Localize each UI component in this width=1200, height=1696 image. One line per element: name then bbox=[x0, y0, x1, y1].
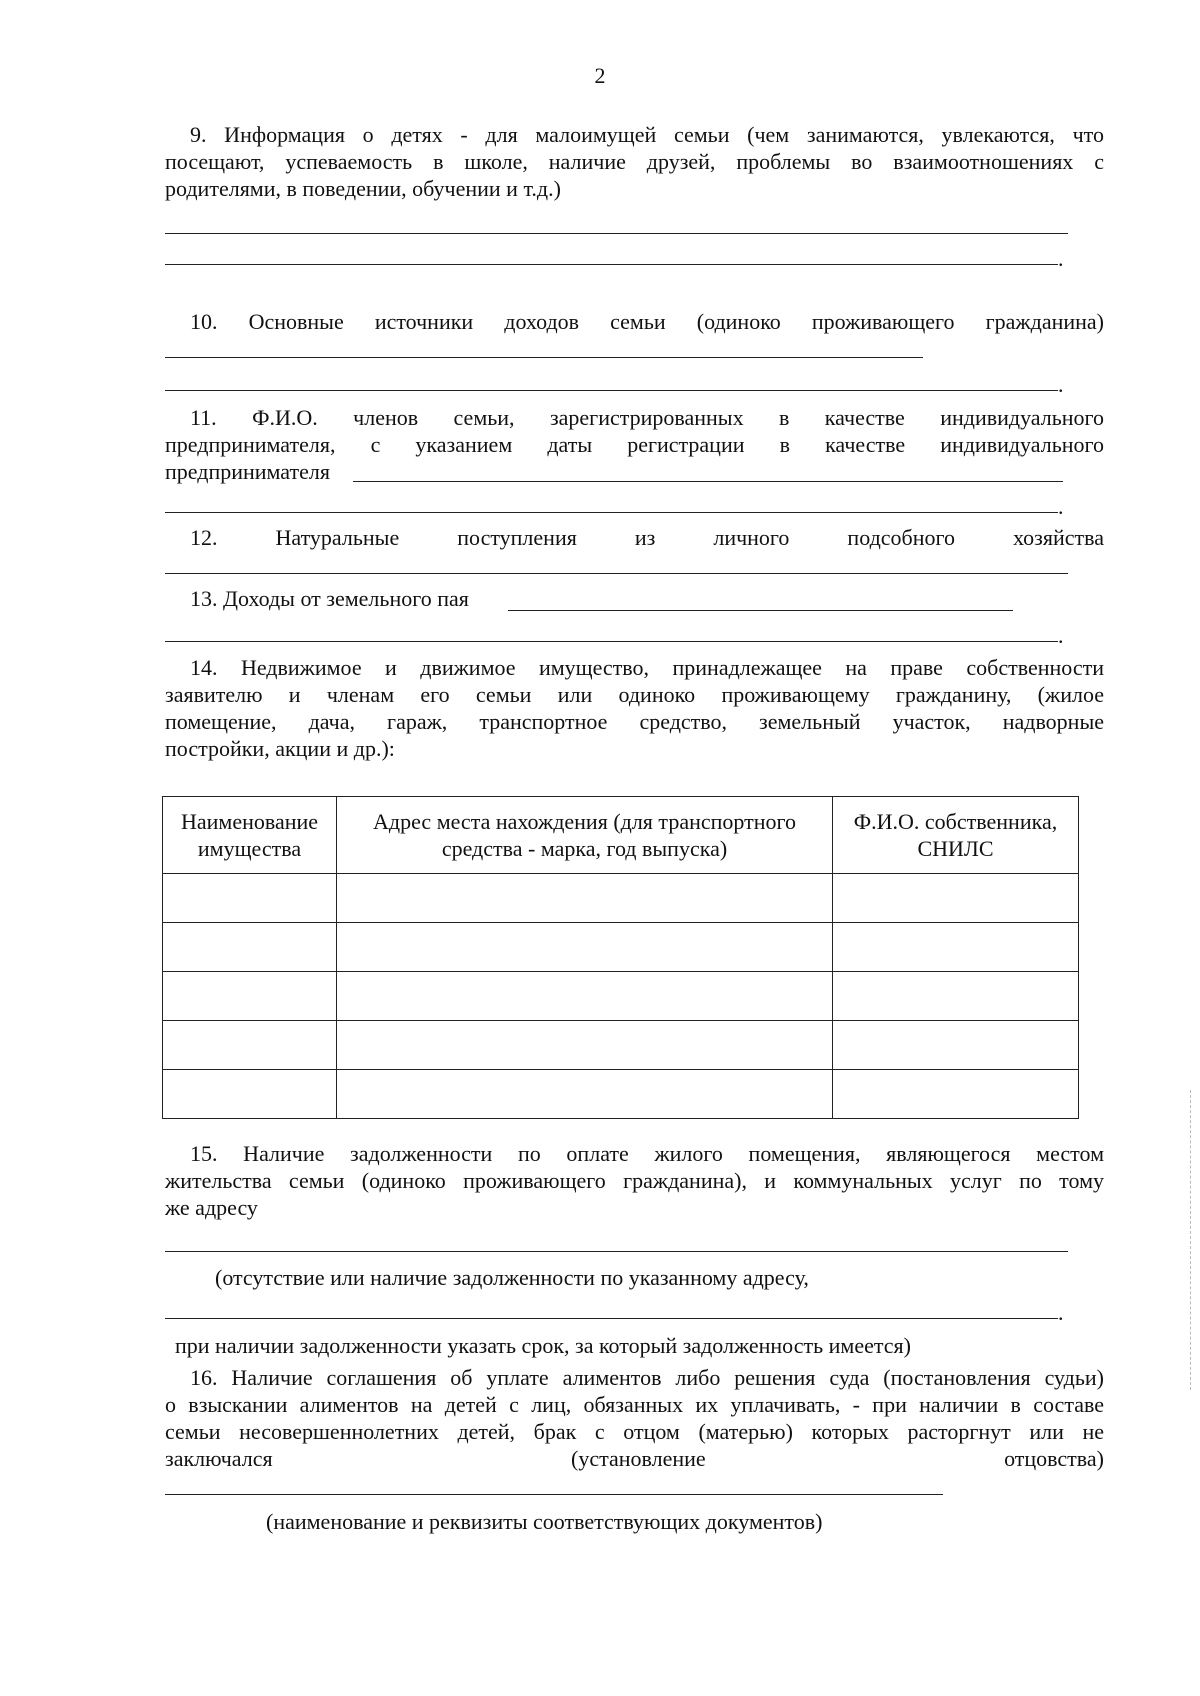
table-row bbox=[163, 923, 1079, 972]
item13-answer-line-2[interactable] bbox=[165, 641, 1058, 642]
item11-line1: 11. Ф.И.О. членов семьи, зарегистрированных в качестве индивидуального bbox=[190, 405, 1104, 430]
item15-line2: жительства семьи (одиноко проживающего гражданина), и коммунальных услуг по тому bbox=[165, 1168, 1104, 1193]
item9-line2: посещают, успеваемость в школе, наличие друзей, проблемы во взаимоотношениях с bbox=[165, 149, 1104, 174]
item16-line2: о взыскании алиментов на детей с лиц, обязанных их уплачивать, - при наличии в составе bbox=[165, 1392, 1104, 1417]
item11-line3: предпринимателя bbox=[165, 459, 330, 484]
item14-line3: помещение, дача, гараж, транспортное средство, земельный участок, надворные bbox=[165, 709, 1104, 734]
line-end-mark: . bbox=[1058, 494, 1064, 519]
table-cell[interactable] bbox=[337, 972, 833, 1021]
header-line: средства - марка, год выпуска) bbox=[441, 836, 728, 861]
table-cell[interactable] bbox=[337, 1021, 833, 1070]
line-end-mark: . bbox=[1058, 246, 1064, 271]
table-row bbox=[163, 1021, 1079, 1070]
item16-line4: заключался (установление отцовства) bbox=[165, 1446, 1104, 1471]
line-end-mark: . bbox=[1058, 372, 1064, 397]
table-cell[interactable] bbox=[163, 1021, 337, 1070]
table-cell[interactable] bbox=[163, 972, 337, 1021]
property-table bbox=[162, 796, 1079, 1119]
item13-answer-line-1[interactable] bbox=[508, 610, 1013, 611]
scan-edge-mark bbox=[1190, 1090, 1191, 1390]
table-cell[interactable] bbox=[163, 1070, 337, 1119]
item15-answer-line-1[interactable] bbox=[165, 1251, 1068, 1252]
item11-answer-line-2[interactable] bbox=[165, 512, 1058, 513]
table-cell[interactable] bbox=[337, 874, 833, 923]
table-cell[interactable] bbox=[337, 923, 833, 972]
item15-hint-2: при наличии задолженности указать срок, за который задолженность имеется) bbox=[175, 1333, 911, 1358]
header-line: имущества bbox=[197, 836, 302, 861]
table-cell[interactable] bbox=[337, 1070, 833, 1119]
header-line: Адрес места нахождения (для транспортного bbox=[373, 809, 796, 834]
table-row bbox=[163, 874, 1079, 923]
item16-line3: семьи несовершеннолетних детей, брак с отцом (матерью) которых расторгнут или не bbox=[165, 1419, 1104, 1444]
item11-answer-line-1[interactable] bbox=[353, 481, 1063, 482]
item10-text: 10. Основные источники доходов семьи (одиноко проживающего гражданина) bbox=[190, 309, 1104, 334]
line-end-mark: . bbox=[1058, 1300, 1064, 1325]
item16-answer-line[interactable] bbox=[165, 1494, 943, 1495]
table-cell[interactable] bbox=[833, 1070, 1079, 1119]
item15-line1: 15. Наличие задолженности по оплате жилого помещения, являющегося местом bbox=[190, 1141, 1104, 1166]
table-cell[interactable] bbox=[833, 1021, 1079, 1070]
table-cell[interactable] bbox=[833, 972, 1079, 1021]
item13-text: 13. Доходы от земельного пая bbox=[190, 586, 469, 611]
table-cell[interactable] bbox=[833, 923, 1079, 972]
header-address bbox=[337, 797, 833, 874]
item9-line1: 9. Информация о детях - для малоимущей семьи (чем занимаются, увлекаются, что bbox=[190, 122, 1104, 147]
item14-line1: 14. Недвижимое и движимое имущество, принадлежащее на праве собственности bbox=[190, 655, 1104, 680]
item12-text: 12. Натуральные поступления из личного подсобного хозяйства bbox=[190, 525, 1104, 550]
table-row bbox=[163, 1070, 1079, 1119]
page-number: 2 bbox=[594, 63, 606, 88]
line-end-mark: . bbox=[1058, 623, 1064, 648]
item9-answer-line-2[interactable] bbox=[165, 264, 1058, 265]
header-property-name bbox=[163, 797, 337, 874]
header-line: Наименование bbox=[180, 809, 319, 834]
table-header-row bbox=[163, 797, 1079, 874]
table-row bbox=[163, 972, 1079, 1021]
item15-hint-1: (отсутствие или наличие задолженности по указанному адресу, bbox=[215, 1265, 809, 1290]
item9-answer-line-1[interactable] bbox=[165, 233, 1068, 234]
item11-line2: предпринимателя, с указанием даты регистрации в качестве индивидуального bbox=[165, 432, 1104, 457]
item14-line4: постройки, акции и др.): bbox=[165, 736, 395, 761]
table-cell[interactable] bbox=[833, 874, 1079, 923]
item15-line3: же адресу bbox=[165, 1195, 258, 1220]
item12-answer-line[interactable] bbox=[165, 573, 1068, 574]
table-cell[interactable] bbox=[163, 923, 337, 972]
item16-hint: (наименование и реквизиты соответствующих документов) bbox=[266, 1509, 823, 1534]
item14-line2: заявителю и членам его семьи или одиноко проживающему гражданину, (жилое bbox=[165, 682, 1104, 707]
header-line: Ф.И.О. собственника, bbox=[853, 809, 1058, 834]
item16-line1: 16. Наличие соглашения об уплате алиментов либо решения суда (постановления судьи) bbox=[190, 1365, 1104, 1390]
table-cell[interactable] bbox=[163, 874, 337, 923]
item10-answer-line-2[interactable] bbox=[165, 390, 1058, 391]
item10-answer-line-1[interactable] bbox=[165, 357, 923, 358]
header-line: СНИЛС bbox=[917, 836, 994, 861]
item15-answer-line-2[interactable] bbox=[165, 1318, 1058, 1319]
header-owner bbox=[833, 797, 1079, 874]
item9-line3: родителями, в поведении, обучении и т.д.) bbox=[165, 176, 561, 201]
